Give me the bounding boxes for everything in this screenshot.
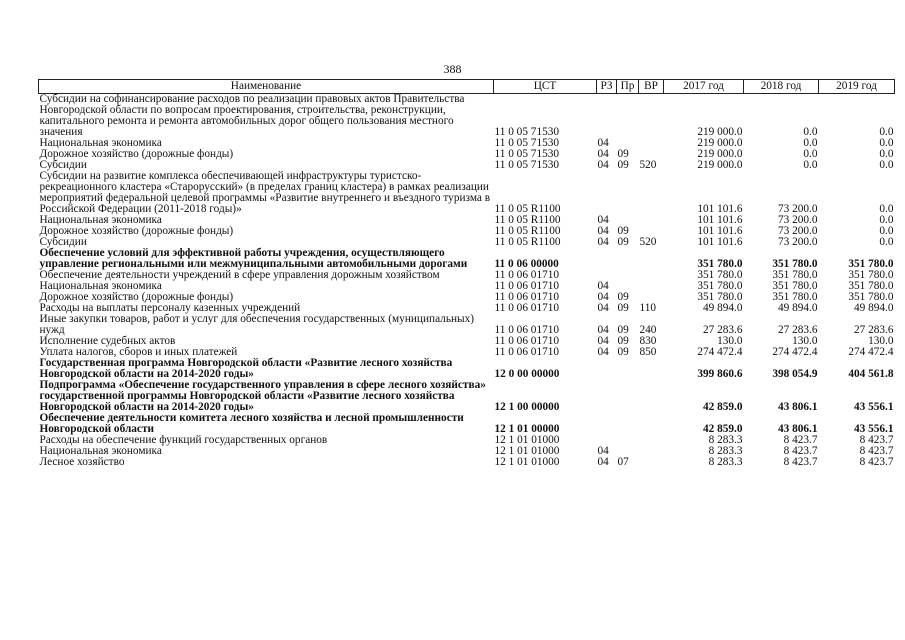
cell-2019: 351 780.0 — [848, 258, 894, 270]
cell-2019: 8 423.7 — [859, 434, 894, 446]
cell-cst: 11 0 05 R1100 — [494, 225, 561, 237]
cell-rz: 04 — [597, 291, 609, 303]
cell-rz: 04 — [597, 302, 609, 314]
cell-cst: 11 0 06 01710 — [494, 324, 560, 336]
cell-name: Подпрограмма «Обеспечение государственного управления в сфере лесного хозяйства» государственной программы Новгородской области «Развитие лесного хозяйства Новгородской области на 2014-2020 годы» — [39, 379, 486, 413]
cell-cst: 12 1 00 00000 — [494, 401, 560, 413]
cell-rz: 04 — [597, 225, 609, 237]
cell-2018: 73 200.0 — [777, 236, 818, 248]
cell-rz: 04 — [597, 445, 609, 457]
cell-2019: 0.0 — [879, 225, 894, 237]
cell-pr: 09 — [617, 148, 629, 160]
cell-pr: 09 — [617, 291, 629, 303]
cell-pr — [617, 248, 639, 270]
header-2017: 2017 год — [664, 80, 744, 94]
cell-2019: 0.0 — [879, 126, 894, 138]
cell-vr — [639, 94, 664, 139]
cell-2017: 219 000.0 — [697, 148, 743, 160]
cell-cst: 11 0 05 R1100 — [494, 203, 561, 215]
cell-name: Лесное хозяйство — [39, 456, 125, 468]
cell-name: Государственная программа Новгородской области «Развитие лесного хозяйства Новгородской области на 2014-2020 годы» — [39, 357, 453, 380]
cell-pr — [617, 94, 639, 139]
cell-vr — [639, 248, 664, 270]
cell-2019: 8 423.7 — [859, 445, 894, 457]
table-row — [39, 149, 895, 160]
cell-cst: 12 1 01 01000 — [494, 445, 560, 457]
cell-rz — [597, 94, 617, 139]
cell-rz: 04 — [597, 280, 609, 292]
cell-2019: 43 556.1 — [853, 401, 894, 413]
cell-name: Обеспечение условий для эффективной работы учреждения, осуществляющего управление региональными или межмуниципальными автомобильными дорогами — [39, 247, 468, 270]
cell-pr — [617, 380, 639, 413]
cell-cst: 12 1 01 01000 — [494, 434, 560, 446]
cell-rz: 04 — [597, 346, 609, 358]
cell-2019: 351 780.0 — [848, 280, 894, 292]
cell-pr — [617, 435, 639, 446]
cell-pr: 07 — [617, 456, 629, 468]
cell-name: Дорожное хозяйство (дорожные фонды) — [39, 225, 234, 237]
cell-rz: 04 — [597, 148, 609, 160]
cell-name: Национальная экономика — [39, 445, 162, 457]
cell-rz — [597, 248, 617, 270]
cell-2019: 49 894.0 — [853, 302, 894, 314]
cell-2019: 0.0 — [879, 203, 894, 215]
cell-cst: 11 0 06 01710 — [494, 346, 560, 358]
cell-rz: 04 — [597, 159, 609, 171]
cell-2018: 351 780.0 — [772, 280, 818, 292]
table-row — [39, 226, 895, 237]
cell-name: Субсидии на развитие комплекса обеспечивающей инфраструктуры туристско-рекреационного кластера «Старорусский» (в пределах границ кластера) в рамках реализации мероприятий федеральной целевой программы «Развитие внутреннего и въездного туризма в Российской Федерации (2011-2018 годы)» — [39, 170, 491, 215]
cell-2017: 219 000.0 — [697, 137, 743, 149]
cell-name: Национальная экономика — [39, 280, 162, 292]
cell-2018: 73 200.0 — [777, 203, 818, 215]
cell-2018: 274 472.4 — [772, 346, 818, 358]
cell-rz: 04 — [597, 137, 609, 149]
cell-rz: 04 — [597, 236, 609, 248]
table-row — [39, 435, 895, 446]
cell-name: Иные закупки товаров, работ и услуг для обеспечения государственных (муниципальных) нужд — [39, 313, 475, 336]
table-row — [39, 94, 895, 139]
cell-vr — [639, 380, 664, 413]
cell-2017: 8 283.3 — [708, 445, 743, 457]
table-row — [39, 171, 895, 215]
cell-2019: 0.0 — [879, 148, 894, 160]
cell-name: Расходы на обеспечение функций государственных органов — [39, 434, 328, 446]
cell-2017: 219 000.0 — [697, 159, 743, 171]
cell-cst: 11 0 06 01710 — [494, 291, 560, 303]
cell-2017: 49 894.0 — [702, 302, 743, 314]
cell-2018: 43 806.1 — [777, 423, 818, 435]
table-row — [39, 413, 895, 435]
table-body — [39, 94, 895, 469]
cell-2018: 398 054.9 — [772, 368, 818, 380]
header-2019: 2019 год — [819, 80, 895, 94]
budget-table — [38, 79, 895, 468]
cell-vr: 830 — [639, 335, 657, 347]
cell-cst: 11 0 06 01710 — [494, 335, 560, 347]
cell-name: Субсидии — [39, 159, 87, 171]
cell-2018: 0.0 — [803, 137, 818, 149]
cell-cst: 11 0 05 71530 — [494, 126, 560, 138]
cell-2018: 8 423.7 — [783, 434, 818, 446]
cell-name: Субсидии — [39, 236, 87, 248]
table-row — [39, 446, 895, 457]
table-row — [39, 358, 895, 380]
cell-2019: 27 283.6 — [853, 324, 894, 336]
cell-pr: 09 — [617, 335, 629, 347]
cell-2019: 0.0 — [879, 214, 894, 226]
cell-2017: 42 859.0 — [702, 423, 743, 435]
table-row — [39, 270, 895, 281]
cell-2017: 130.0 — [717, 335, 743, 347]
cell-2017: 101 101.6 — [697, 203, 743, 215]
cell-2018: 130.0 — [792, 335, 818, 347]
cell-pr: 09 — [617, 236, 629, 248]
cell-name: Обеспечение деятельности учреждений в сфере управления дорожным хозяйством — [39, 269, 440, 281]
cell-2017: 351 780.0 — [697, 280, 743, 292]
cell-pr — [617, 358, 639, 380]
cell-rz — [597, 171, 617, 215]
cell-2018: 43 806.1 — [777, 401, 818, 413]
page-number: 388 — [443, 62, 462, 76]
cell-rz — [597, 413, 617, 435]
cell-vr — [639, 413, 664, 435]
cell-name: Национальная экономика — [39, 137, 162, 149]
cell-cst: 11 0 05 71530 — [494, 148, 560, 160]
cell-cst: 11 0 05 R1100 — [494, 214, 561, 226]
cell-2017: 8 283.3 — [708, 456, 743, 468]
cell-cst: 11 0 06 01710 — [494, 269, 560, 281]
cell-2019: 351 780.0 — [848, 291, 894, 303]
cell-name: Национальная экономика — [39, 214, 162, 226]
cell-2017: 274 472.4 — [697, 346, 743, 358]
cell-2017: 101 101.6 — [697, 236, 743, 248]
cell-vr — [639, 171, 664, 215]
cell-2018: 73 200.0 — [777, 225, 818, 237]
cell-name: Дорожное хозяйство (дорожные фонды) — [39, 291, 234, 303]
cell-2018: 351 780.0 — [772, 258, 818, 270]
cell-2018: 351 780.0 — [772, 291, 818, 303]
table-row — [39, 457, 895, 468]
cell-cst: 11 0 06 00000 — [494, 258, 559, 270]
cell-2017: 351 780.0 — [697, 258, 743, 270]
cell-name: Исполнение судебных актов — [39, 335, 176, 347]
cell-vr — [639, 281, 664, 292]
cell-2017: 101 101.6 — [697, 214, 743, 226]
cell-rz: 04 — [597, 335, 609, 347]
cell-vr — [639, 358, 664, 380]
cell-vr: 520 — [639, 159, 657, 171]
cell-pr: 09 — [617, 159, 629, 171]
cell-2017: 351 780.0 — [697, 291, 743, 303]
cell-vr — [639, 457, 664, 468]
cell-cst: 11 0 06 01710 — [494, 302, 560, 314]
cell-vr: 240 — [639, 324, 657, 336]
cell-2017: 399 860.6 — [697, 368, 743, 380]
cell-name: Субсидии на софинансирование расходов по реализации правовых актов Правительства Новгородской области по вопросам проектирования, строительства, реконструкции, капитального ремонта и ремонта автомобильных дорог общего пользования местного значения — [39, 93, 465, 138]
header-rz: РЗ — [597, 80, 617, 94]
cell-2018: 49 894.0 — [777, 302, 818, 314]
cell-2017: 8 283.3 — [708, 434, 743, 446]
cell-2019: 404 561.8 — [848, 368, 894, 380]
cell-2017: 27 283.6 — [702, 324, 743, 336]
cell-2018: 0.0 — [803, 159, 818, 171]
cell-cst: 12 1 01 00000 — [494, 423, 560, 435]
cell-2017: 42 859.0 — [702, 401, 743, 413]
cell-2019: 8 423.7 — [859, 456, 894, 468]
cell-rz: 04 — [597, 214, 609, 226]
cell-name: Уплата налогов, сборов и иных платежей — [39, 346, 238, 358]
cell-cst: 11 0 05 R1100 — [494, 236, 561, 248]
cell-name: Обеспечение деятельности комитета лесного хозяйства и лесной промышленности Новгородской области — [39, 412, 464, 435]
cell-2018: 351 780.0 — [772, 269, 818, 281]
cell-2019: 130.0 — [868, 335, 894, 347]
cell-vr — [639, 435, 664, 446]
cell-cst: 12 0 00 00000 — [494, 368, 560, 380]
cell-vr: 110 — [639, 302, 657, 314]
cell-vr — [639, 270, 664, 281]
cell-2019: 0.0 — [879, 137, 894, 149]
cell-rz — [597, 380, 617, 413]
cell-pr: 09 — [617, 324, 629, 336]
cell-2017: 351 780.0 — [697, 269, 743, 281]
cell-pr — [617, 171, 639, 215]
cell-pr: 09 — [617, 346, 629, 358]
cell-2019: 0.0 — [879, 159, 894, 171]
cell-rz: 04 — [597, 324, 609, 336]
header-name: Наименование — [39, 80, 494, 94]
cell-pr: 09 — [617, 302, 629, 314]
header-pr: Пр — [617, 80, 639, 94]
cell-vr — [639, 215, 664, 226]
cell-2019: 274 472.4 — [848, 346, 894, 358]
cell-name: Расходы на выплаты персоналу казенных учреждений — [39, 302, 301, 314]
cell-pr — [617, 270, 639, 281]
cell-rz — [597, 358, 617, 380]
cell-2019: 351 780.0 — [848, 269, 894, 281]
cell-2018: 8 423.7 — [783, 456, 818, 468]
cell-2017: 101 101.6 — [697, 225, 743, 237]
cell-2018: 27 283.6 — [777, 324, 818, 336]
cell-cst: 12 1 01 01000 — [494, 456, 560, 468]
cell-cst: 11 0 05 71530 — [494, 159, 560, 171]
cell-2019: 43 556.1 — [853, 423, 894, 435]
cell-vr: 850 — [639, 346, 657, 358]
table-row — [39, 380, 895, 413]
cell-2017: 219 000.0 — [697, 126, 743, 138]
cell-2019: 0.0 — [879, 236, 894, 248]
header-2018: 2018 год — [744, 80, 819, 94]
cell-2018: 0.0 — [803, 126, 818, 138]
header-cst: ЦСТ — [494, 80, 597, 94]
cell-vr: 520 — [639, 236, 657, 248]
header-row — [39, 80, 895, 94]
cell-rz: 04 — [597, 456, 609, 468]
cell-cst: 11 0 06 01710 — [494, 280, 560, 292]
cell-pr: 09 — [617, 225, 629, 237]
cell-2018: 8 423.7 — [783, 445, 818, 457]
cell-2018: 0.0 — [803, 148, 818, 160]
cell-vr — [639, 138, 664, 149]
table-row — [39, 314, 895, 336]
cell-pr — [617, 413, 639, 435]
cell-2018: 73 200.0 — [777, 214, 818, 226]
cell-vr — [639, 446, 664, 457]
header-vr: ВР — [639, 80, 664, 94]
table-row — [39, 248, 895, 270]
cell-name: Дорожное хозяйство (дорожные фонды) — [39, 148, 234, 160]
cell-cst: 11 0 05 71530 — [494, 137, 560, 149]
